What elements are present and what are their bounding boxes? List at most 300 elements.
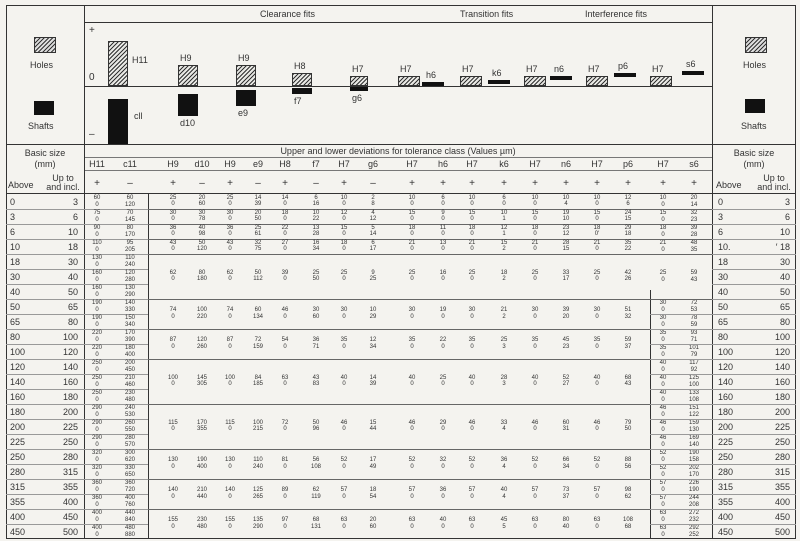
deviation-cell bbox=[651, 405, 675, 418]
deviation-cell bbox=[523, 517, 547, 530]
deviation-cell bbox=[332, 420, 356, 433]
deviation-cell bbox=[118, 375, 142, 388]
deviation-cell bbox=[682, 270, 706, 283]
upper-deviation: 115 bbox=[168, 419, 178, 426]
row-divider bbox=[650, 419, 712, 420]
deviation-cell bbox=[190, 517, 214, 530]
upper-deviation: 70 bbox=[126, 210, 134, 216]
deviation-cell bbox=[246, 487, 270, 500]
deviation-cell bbox=[400, 210, 424, 223]
size-upto-right: 6 bbox=[784, 212, 790, 222]
title-line bbox=[84, 157, 712, 158]
upper-deviation: 35 bbox=[593, 337, 601, 343]
upper-deviation: 40 bbox=[531, 374, 539, 381]
deviation-cell bbox=[460, 210, 484, 223]
upper-deviation: 13 bbox=[312, 224, 320, 231]
deviation-cell bbox=[554, 210, 578, 223]
upper-deviation: 230 bbox=[196, 517, 207, 523]
upper-deviation: 115 bbox=[225, 419, 235, 426]
lower-deviation: 26 bbox=[624, 276, 632, 282]
upper-deviation: 6 bbox=[441, 194, 445, 201]
lower-deviation: 28 bbox=[312, 231, 320, 237]
deviation-cell bbox=[651, 210, 675, 223]
lower-deviation: 0 bbox=[410, 231, 414, 237]
lower-deviation: 0 bbox=[171, 231, 175, 237]
upper-deviation: 10 bbox=[562, 194, 570, 201]
lower-deviation: 96 bbox=[312, 426, 320, 432]
lower-deviation: 0 bbox=[441, 493, 445, 500]
upper-deviation: 45 bbox=[562, 337, 570, 343]
lower-deviation: 4 bbox=[564, 201, 568, 207]
size-upto-right: ′ 18 bbox=[775, 242, 790, 252]
upper-deviation: 21 bbox=[659, 240, 667, 246]
lower-deviation: 0 bbox=[228, 343, 232, 350]
lower-deviation: 0 bbox=[171, 381, 175, 387]
lower-deviation: 0 bbox=[661, 246, 665, 253]
upper-deviation: 18 bbox=[468, 224, 476, 231]
deviation-cell bbox=[400, 225, 424, 238]
upper-deviation: 87 bbox=[226, 337, 234, 343]
deviation-cell bbox=[460, 240, 484, 253]
lower-deviation: 22 bbox=[312, 216, 320, 222]
lower-deviation: 34 bbox=[312, 246, 320, 252]
deviation-cell bbox=[304, 307, 328, 320]
size-above-right: 250 bbox=[718, 452, 734, 462]
upper-deviation: 35 bbox=[340, 337, 348, 343]
hole-class-label: H7 bbox=[588, 64, 600, 74]
lower-deviation: 27 bbox=[562, 381, 570, 387]
deviation-cell bbox=[523, 240, 547, 253]
deviation-cell bbox=[585, 240, 609, 253]
upper-deviation: 80 bbox=[198, 269, 206, 276]
deviation-cell bbox=[651, 360, 675, 373]
hole-tolerance-bar bbox=[524, 76, 546, 86]
row-divider bbox=[712, 524, 796, 525]
deviation-cell bbox=[332, 307, 356, 320]
lower-deviation: 0 bbox=[661, 201, 665, 208]
upper-deviation: 97 bbox=[281, 517, 289, 523]
lower-deviation: 265 bbox=[252, 493, 263, 500]
deviation-cell bbox=[682, 345, 706, 358]
deviation-cell bbox=[118, 525, 142, 538]
upper-deviation: 10 bbox=[531, 194, 539, 201]
lower-deviation: 0 bbox=[595, 246, 599, 252]
upper-deviation: 16 bbox=[312, 239, 320, 246]
deviation-cell bbox=[682, 210, 706, 223]
deviation-cell bbox=[273, 270, 297, 283]
upper-deviation: 155 bbox=[167, 517, 178, 523]
upper-deviation: 43 bbox=[226, 239, 234, 246]
column-header: s6 bbox=[689, 159, 699, 169]
row-divider bbox=[712, 239, 796, 240]
deviation-cell bbox=[118, 240, 142, 253]
upper-deviation: 9 bbox=[441, 209, 445, 216]
lower-deviation: 100 bbox=[688, 381, 699, 388]
shaft-tolerance-bar bbox=[350, 87, 368, 91]
size-above-right: 355 bbox=[718, 497, 734, 507]
upper-deviation: 130 bbox=[167, 457, 178, 463]
lower-deviation: 0 bbox=[283, 313, 287, 320]
upper-deviation: 18 bbox=[500, 269, 508, 276]
lower-deviation: 14 bbox=[369, 231, 377, 237]
deviation-cell bbox=[85, 255, 109, 268]
lower-deviation: 0 bbox=[283, 426, 287, 432]
deviation-cell bbox=[85, 465, 109, 478]
upper-deviation: 151 bbox=[688, 405, 699, 411]
row-divider bbox=[712, 314, 796, 315]
lower-deviation: 0 bbox=[661, 336, 665, 343]
upper-deviation: 300 bbox=[124, 450, 135, 456]
upper-deviation: 155 bbox=[224, 517, 235, 523]
lower-deviation: 0 bbox=[441, 426, 445, 432]
deviation-cell bbox=[304, 195, 328, 208]
row-divider bbox=[712, 509, 796, 510]
basic-size-unit: (mm) bbox=[34, 159, 56, 169]
upto-label-1: Up to bbox=[52, 173, 74, 183]
row-divider bbox=[650, 329, 712, 330]
upper-deviation: 52 bbox=[659, 450, 667, 456]
size-upto-right: 120 bbox=[774, 347, 790, 357]
upper-deviation: 46 bbox=[593, 419, 601, 426]
size-above: 30 bbox=[10, 272, 21, 282]
row-divider bbox=[712, 344, 796, 345]
lower-deviation: 0 bbox=[228, 231, 232, 237]
deviation-cell bbox=[332, 487, 356, 500]
upper-deviation: 35 bbox=[624, 239, 632, 246]
lower-deviation: 0 bbox=[470, 216, 474, 222]
legend-holes-label: Holes bbox=[743, 60, 767, 70]
lower-deviation: 0 bbox=[171, 276, 175, 282]
size-upto: 400 bbox=[62, 497, 78, 507]
size-upto: 100 bbox=[62, 332, 78, 342]
deviation-sign: + bbox=[469, 178, 475, 189]
row-divider bbox=[712, 479, 796, 480]
upper-deviation: 57 bbox=[468, 487, 476, 493]
upper-deviation: 52 bbox=[531, 457, 539, 463]
lower-deviation: 0 bbox=[342, 216, 346, 222]
lower-deviation: 98 bbox=[198, 231, 206, 237]
lower-deviation: 122 bbox=[688, 411, 699, 418]
upper-deviation: 15 bbox=[500, 239, 508, 246]
deviation-cell bbox=[246, 270, 270, 283]
lower-deviation: 280 bbox=[124, 276, 135, 283]
upper-deviation: 290 bbox=[91, 420, 102, 426]
deviation-cell bbox=[682, 405, 706, 418]
lower-deviation: 0 bbox=[283, 216, 287, 222]
upper-deviation: 80 bbox=[126, 225, 134, 231]
upper-deviation: 25 bbox=[593, 269, 601, 276]
deviation-cell bbox=[118, 405, 142, 418]
shaft-tolerance-bar bbox=[614, 73, 636, 77]
deviation-cell bbox=[190, 375, 214, 388]
upper-deviation: 46 bbox=[659, 435, 667, 441]
lower-deviation: 0 bbox=[410, 493, 414, 500]
size-above: 18 bbox=[10, 257, 21, 267]
row-divider bbox=[650, 389, 712, 390]
deviation-cell bbox=[431, 517, 455, 530]
size-above: 225 bbox=[10, 437, 26, 447]
upper-deviation: 135 bbox=[252, 517, 263, 523]
upper-deviation: 360 bbox=[91, 495, 102, 501]
upper-deviation: 160 bbox=[91, 285, 102, 291]
upper-deviation: 9 bbox=[371, 269, 375, 276]
upper-deviation: 63 bbox=[659, 510, 667, 516]
lower-deviation: 71 bbox=[312, 343, 320, 350]
upper-deviation: 25 bbox=[169, 194, 177, 201]
upper-deviation: 30 bbox=[659, 315, 667, 321]
upper-deviation: 150 bbox=[124, 315, 135, 321]
lower-deviation: 0 bbox=[661, 396, 665, 403]
lower-deviation: 550 bbox=[124, 426, 135, 433]
deviation-cell bbox=[118, 195, 142, 208]
deviation-cell bbox=[161, 240, 185, 253]
deviation-sign: + bbox=[532, 178, 538, 189]
deviation-cell bbox=[332, 195, 356, 208]
deviation-cell bbox=[682, 510, 706, 523]
upper-deviation: 59 bbox=[690, 270, 698, 276]
upper-deviation: 25 bbox=[254, 224, 262, 231]
upper-deviation: 120 bbox=[124, 270, 135, 276]
row-divider bbox=[712, 209, 796, 210]
deviation-cell bbox=[492, 225, 516, 238]
upper-deviation: 18 bbox=[659, 225, 667, 231]
size-upto-right: 500 bbox=[774, 527, 790, 537]
deviation-cell bbox=[616, 375, 640, 388]
upper-deviation: 54 bbox=[281, 337, 289, 343]
lower-deviation: 215 bbox=[252, 426, 263, 432]
upper-deviation: 42 bbox=[624, 269, 632, 276]
deviation-cell bbox=[161, 337, 185, 350]
deviation-cell bbox=[273, 457, 297, 470]
upper-deviation: 57 bbox=[659, 480, 667, 486]
upper-deviation: 72 bbox=[254, 337, 262, 343]
lower-deviation: 6 bbox=[626, 201, 630, 207]
upper-deviation: 20 bbox=[254, 209, 262, 216]
lower-deviation: 120 bbox=[124, 201, 135, 208]
deviation-cell bbox=[616, 195, 640, 208]
lower-deviation: 0 bbox=[171, 201, 175, 207]
group-divider bbox=[148, 509, 650, 510]
size-above: 450 bbox=[10, 527, 26, 537]
size-upto-right: 355 bbox=[774, 482, 790, 492]
upper-deviation: 280 bbox=[124, 435, 135, 441]
lower-deviation: 22 bbox=[624, 246, 632, 252]
lower-deviation: 1 bbox=[502, 231, 506, 237]
upper-deviation: 400 bbox=[91, 510, 102, 516]
deviation-cell bbox=[682, 240, 706, 253]
group-divider bbox=[148, 359, 650, 360]
upper-deviation: 43 bbox=[312, 374, 320, 381]
size-above-right: 80 bbox=[718, 332, 729, 342]
deviation-cell bbox=[460, 420, 484, 433]
lower-deviation: 140 bbox=[688, 441, 699, 448]
deviation-cell bbox=[361, 375, 385, 388]
lower-deviation: 0 bbox=[228, 523, 232, 530]
deviation-sign: + bbox=[227, 178, 233, 189]
upper-deviation: 40 bbox=[468, 374, 476, 381]
deviation-cell bbox=[682, 315, 706, 328]
upper-deviation: 29 bbox=[624, 224, 632, 231]
legend-right bbox=[712, 5, 797, 144]
lower-deviation: 0 bbox=[228, 426, 232, 432]
upper-deviation: 4 bbox=[371, 209, 375, 216]
lower-deviation: 14 bbox=[690, 201, 698, 208]
upper-deviation: 50 bbox=[312, 419, 320, 426]
size-upto: 450 bbox=[62, 512, 78, 522]
upper-deviation: 12 bbox=[369, 337, 377, 343]
deviation-cell bbox=[431, 210, 455, 223]
upper-deviation: 52 bbox=[408, 457, 416, 463]
lower-deviation: 0 bbox=[410, 463, 414, 470]
lower-deviation: 108 bbox=[310, 463, 321, 470]
size-upto: 10 bbox=[67, 227, 78, 237]
deviation-cell bbox=[273, 240, 297, 253]
upper-deviation: 10 bbox=[593, 194, 601, 201]
upper-deviation: 440 bbox=[124, 510, 135, 516]
upper-deviation: 28 bbox=[500, 374, 508, 381]
deviation-cell bbox=[585, 457, 609, 470]
upper-deviation: 250 bbox=[91, 360, 102, 366]
upper-deviation: 81 bbox=[281, 457, 289, 463]
upper-deviation: 200 bbox=[124, 360, 135, 366]
fit-category-label: Clearance fits bbox=[260, 9, 316, 19]
size-above: 100 bbox=[10, 347, 26, 357]
upper-deviation: 28 bbox=[562, 239, 570, 246]
lower-deviation: 0 bbox=[171, 523, 175, 530]
upper-deviation: 20 bbox=[198, 194, 206, 201]
lower-deviation: 18 bbox=[624, 231, 632, 237]
lower-deviation: 0 bbox=[342, 276, 346, 282]
lower-deviation: 0 bbox=[470, 201, 474, 207]
size-above: 40 bbox=[10, 287, 21, 297]
upper-deviation: 14 bbox=[281, 194, 289, 201]
lower-deviation: 0 bbox=[228, 381, 232, 387]
zero-label: 0 bbox=[89, 72, 95, 83]
lower-deviation: 35 bbox=[690, 246, 698, 253]
deviation-cell bbox=[246, 195, 270, 208]
category-divider bbox=[84, 22, 712, 23]
lower-deviation: 0 bbox=[661, 276, 665, 283]
deviation-cell bbox=[85, 390, 109, 403]
deviation-cell bbox=[361, 195, 385, 208]
size-above: 160 bbox=[10, 392, 26, 402]
basic-size-label-right: Basic size bbox=[733, 148, 775, 158]
lower-deviation: 78 bbox=[198, 216, 206, 222]
upper-deviation: 190 bbox=[688, 450, 699, 456]
row-divider bbox=[712, 284, 796, 285]
deviation-cell bbox=[218, 240, 242, 253]
upper-deviation: 18 bbox=[531, 224, 539, 231]
deviation-cell bbox=[246, 307, 270, 320]
lower-deviation: 59 bbox=[690, 321, 698, 328]
hole-class-label: H9 bbox=[238, 53, 250, 63]
upper-deviation: 50 bbox=[254, 269, 262, 276]
lower-deviation: 0 bbox=[595, 343, 599, 350]
deviation-cell bbox=[400, 420, 424, 433]
upper-deviation: 88 bbox=[624, 457, 632, 463]
row-divider bbox=[650, 314, 712, 315]
lower-deviation: 43 bbox=[624, 381, 632, 387]
upper-deviation: 95 bbox=[126, 240, 134, 246]
size-upto-right: 250 bbox=[774, 437, 790, 447]
deviation-cell bbox=[554, 307, 578, 320]
upper-deviation: 110 bbox=[92, 240, 102, 246]
upper-deviation: 62 bbox=[169, 269, 177, 276]
lower-deviation: 0 bbox=[283, 231, 287, 237]
fit-diagram bbox=[84, 5, 712, 144]
upper-deviation: 320 bbox=[91, 465, 102, 471]
lower-deviation: 0 bbox=[95, 441, 99, 448]
lower-deviation: 0 bbox=[470, 343, 474, 350]
upper-deviation: 51 bbox=[624, 307, 632, 313]
upper-deviation: 12 bbox=[340, 209, 348, 216]
size-upto-right: 315 bbox=[774, 467, 790, 477]
lower-deviation: 0 bbox=[95, 516, 99, 523]
deviation-cell bbox=[431, 420, 455, 433]
column-header: H7 bbox=[591, 159, 603, 169]
size-above: 0 bbox=[10, 197, 16, 207]
lower-deviation: 240 bbox=[252, 463, 263, 470]
upper-deviation: 117 bbox=[689, 360, 699, 366]
column-header: f7 bbox=[312, 159, 320, 169]
lower-deviation: 0 bbox=[95, 216, 99, 223]
deviation-cell bbox=[332, 210, 356, 223]
deviation-cell bbox=[118, 480, 142, 493]
deviation-cell bbox=[218, 487, 242, 500]
size-upto-right: 80 bbox=[779, 317, 790, 327]
lower-deviation: 0 bbox=[95, 531, 99, 538]
lower-deviation: 0 bbox=[95, 321, 99, 328]
deviation-cell bbox=[651, 510, 675, 523]
lower-deviation: 0 bbox=[410, 426, 414, 432]
hole-tolerance-bar bbox=[236, 65, 256, 86]
upper-deviation: 18 bbox=[281, 209, 289, 216]
group-divider bbox=[148, 449, 650, 450]
deviation-sign: – bbox=[313, 178, 319, 189]
deviation-cell bbox=[616, 270, 640, 283]
lower-deviation: 185 bbox=[252, 381, 263, 387]
deviation-cell bbox=[400, 307, 424, 320]
lower-deviation: 290 bbox=[252, 523, 263, 530]
lower-deviation: 252 bbox=[688, 531, 699, 538]
size-above-right: 225 bbox=[718, 437, 734, 447]
lower-deviation: 0 bbox=[441, 246, 445, 252]
deviation-cell bbox=[361, 270, 385, 283]
deviation-cell bbox=[273, 195, 297, 208]
lower-deviation: 4 bbox=[502, 493, 506, 500]
size-above-right: 140 bbox=[718, 377, 734, 387]
deviation-cell bbox=[616, 307, 640, 320]
lower-deviation: 0 bbox=[595, 523, 599, 530]
lower-deviation: 620 bbox=[124, 456, 135, 463]
upper-deviation: 63 bbox=[468, 517, 476, 523]
size-upto-right: 180 bbox=[774, 392, 790, 402]
size-above: 120 bbox=[10, 362, 26, 372]
size-above-right: 100 bbox=[718, 347, 734, 357]
lower-deviation: 450 bbox=[124, 366, 135, 373]
upper-deviation: 57 bbox=[593, 487, 601, 493]
deviation-sign: + bbox=[691, 178, 697, 189]
column-header: H9 bbox=[167, 159, 179, 169]
row-divider bbox=[650, 404, 712, 405]
lower-deviation: 0 bbox=[441, 463, 445, 470]
lower-deviation: 0 bbox=[283, 276, 287, 282]
deviation-cell bbox=[651, 330, 675, 343]
shaft-tolerance-bar bbox=[292, 88, 312, 94]
row-divider bbox=[712, 329, 796, 330]
upper-deviation: 75 bbox=[93, 210, 101, 216]
deviation-cell bbox=[85, 300, 109, 313]
